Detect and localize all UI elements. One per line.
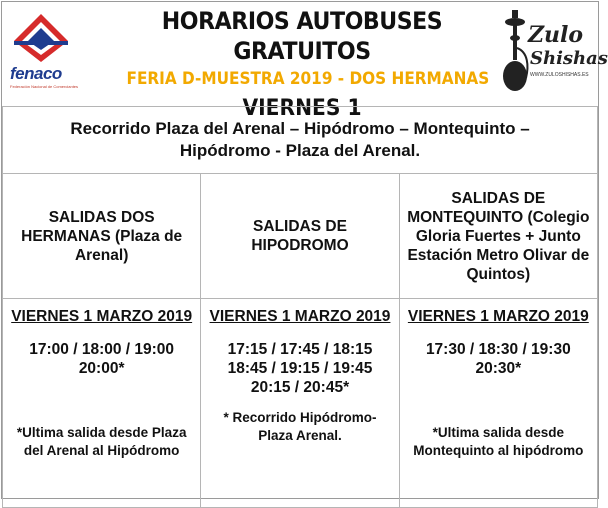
fenaco-logo-tagline: Federación Nacional de Comerciantes xyxy=(10,84,79,89)
page-title: HORARIOS AUTOBUSES GRATUITOS xyxy=(161,7,443,65)
column-heading-dos-hermanas: SALIDAS DOS HERMANAS (Plaza de Arenal) xyxy=(3,174,201,299)
day-label: VIERNES 1 xyxy=(242,96,362,121)
fenaco-logo-text: fenaco xyxy=(10,64,62,83)
shishas-logo-text: Shishas xyxy=(530,48,608,69)
departure-times-line: 17:30 / 18:30 / 19:30 xyxy=(425,341,571,358)
departure-times-line: 17:00 / 18:00 / 19:00 xyxy=(29,341,175,358)
route-description: Recorrido Plaza del Arenal – Hipódromo – Montequinto – Hipódromo - Plaza del Arenal. xyxy=(3,107,598,174)
fenaco-logo xyxy=(10,12,79,94)
schedule-date: VIERNES 1 MARZO 2019 xyxy=(11,308,193,325)
column-heading-montequinto: SALIDAS DE MONTEQUINTO (Colegio Gloria Fuertes + Junto Estación Metro Olivar de Quintos) xyxy=(399,174,597,299)
departure-times-line: 20:30* xyxy=(475,360,522,377)
schedule-date: VIERNES 1 MARZO 2019 xyxy=(209,308,391,325)
schedule-cell-montequinto xyxy=(399,299,597,508)
departure-times-line: 17:15 / 17:45 / 18:15 xyxy=(227,341,373,358)
schedule-note: *Ultima salida desde Montequinto al hipódromo xyxy=(413,425,584,458)
schedule-cell-dos-hermanas xyxy=(3,299,201,508)
departure-times-line: 18:45 / 19:15 / 19:45 xyxy=(227,360,373,377)
zulo-shishas-logo xyxy=(500,8,608,98)
column-headings-row xyxy=(3,174,598,299)
page-subtitle: FERIA D-MUESTRA 2019 - DOS HERMANAS xyxy=(126,69,490,89)
route-row xyxy=(3,107,598,174)
schedule-note: *Ultima salida desde Plaza del Arenal al Hipódromo xyxy=(16,425,187,458)
fenaco-logo-icon xyxy=(10,12,72,66)
schedule-table xyxy=(2,106,598,508)
column-heading-hipodromo: SALIDAS DE HIPODROMO xyxy=(201,174,399,299)
schedule-cell-hipodromo xyxy=(201,299,399,508)
header xyxy=(2,2,608,121)
poster xyxy=(1,1,608,499)
departure-times-line: 20:00* xyxy=(78,360,125,377)
departure-times-line: 20:15 / 20:45* xyxy=(250,379,350,396)
zulo-logo-url: WWW.ZULOSHISHAS.ES xyxy=(530,72,589,78)
zulo-logo-text: Zulo xyxy=(528,22,584,48)
hookah-icon xyxy=(500,8,530,96)
schedule-date: VIERNES 1 MARZO 2019 xyxy=(407,308,589,325)
schedule-note: * Recorrido Hipódromo- Plaza Arenal. xyxy=(223,410,377,443)
schedule-body-row xyxy=(3,299,598,508)
